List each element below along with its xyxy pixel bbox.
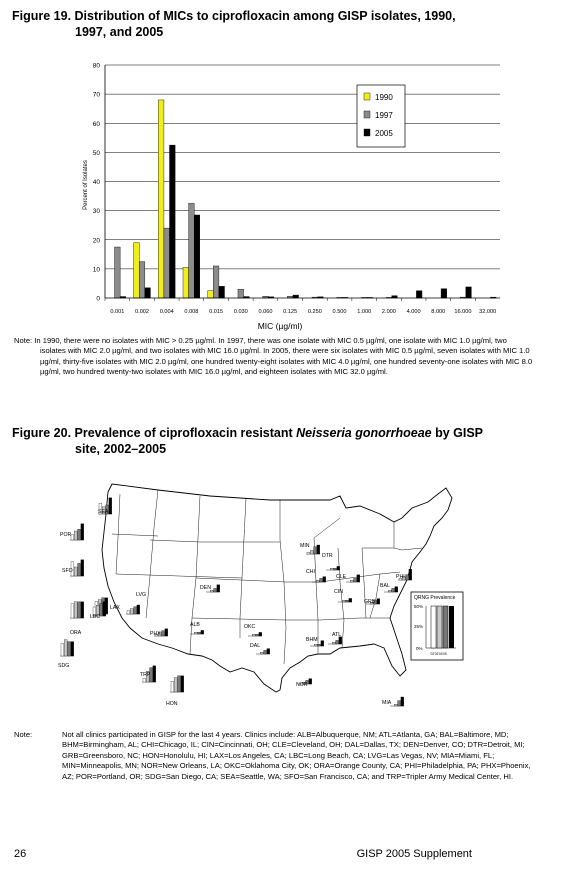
site-okc-chart <box>244 624 262 636</box>
site-label: LAX <box>110 605 120 611</box>
qrng-legend-tick-50: 50% <box>414 604 424 609</box>
site-lbc-chart <box>90 602 106 620</box>
site-bar <box>336 640 339 644</box>
site-bar <box>74 602 77 618</box>
site-bar <box>78 602 81 618</box>
site-label: MIA <box>382 700 392 706</box>
qrng-legend-bar-2002 <box>431 606 436 648</box>
site-bal-chart <box>380 583 398 592</box>
site-bar <box>317 545 320 554</box>
site-sea-chart <box>98 498 112 515</box>
qrng-legend-title: QRNG Prevalence <box>414 595 456 601</box>
y-tick-label: 20 <box>92 237 100 245</box>
legend-swatch-1997 <box>364 111 370 118</box>
mic-distribution-chart <box>60 55 510 333</box>
bar-2005-0.002 <box>145 288 151 298</box>
site-bar <box>181 676 184 692</box>
qrng-legend <box>411 592 463 660</box>
bar-2005-0.015 <box>219 286 225 298</box>
bar-2005-0.004 <box>170 145 176 298</box>
x-tick-label: 0.004 <box>159 309 174 315</box>
site-bar <box>81 524 84 540</box>
bar-1997-0.002 <box>139 262 145 298</box>
site-label: PHI <box>396 574 405 580</box>
site-label: OKC <box>244 624 256 630</box>
site-label: SEA <box>98 509 109 515</box>
site-bar <box>103 602 106 616</box>
legend-label-1997: 1997 <box>375 111 393 120</box>
qrng-legend-bar-2003 <box>437 606 442 648</box>
site-den-chart <box>200 585 220 592</box>
bar-1997-0.008 <box>189 203 195 298</box>
qrng-legend-bar-2004 <box>443 606 448 648</box>
legend-swatch-2005 <box>364 129 370 136</box>
site-ora-chart <box>70 602 84 636</box>
site-cle-chart <box>336 574 360 582</box>
site-bar <box>307 552 310 554</box>
x-tick-label: 4.000 <box>406 309 421 315</box>
site-bar <box>130 609 133 614</box>
x-tick-label: 0.060 <box>258 309 273 315</box>
qrng-legend-bar-2005 <box>449 606 454 648</box>
x-tick-label: 16.000 <box>454 309 472 315</box>
site-bar <box>256 634 259 636</box>
site-label: LVG <box>136 592 146 598</box>
figure-19-title <box>12 8 532 40</box>
document-title: GISP 2005 Supplement <box>356 848 472 860</box>
gisp-site-map <box>50 478 510 726</box>
site-hon-chart <box>166 676 184 707</box>
figure-19-note <box>14 336 534 378</box>
site-bar <box>314 547 317 554</box>
site-label: TRP <box>140 672 151 678</box>
site-label: SDG <box>58 663 70 669</box>
x-tick-label: 1.000 <box>357 309 372 315</box>
site-bar <box>346 600 349 602</box>
site-bar <box>178 676 181 692</box>
bar-1990-0.002 <box>134 243 140 298</box>
qrng-legend-years: '02'03'04'05 <box>430 652 447 656</box>
y-tick-label: 0 <box>96 295 100 303</box>
site-bar <box>409 569 412 580</box>
chart-x-tick-labels <box>105 298 496 315</box>
site-bar <box>217 585 220 592</box>
qrng-legend-tick-0: 0% <box>416 646 423 651</box>
figure-20-title-line1-pre: Figure 20. Prevalence of ciprofloxacin resistant <box>12 426 297 440</box>
site-bar <box>68 642 71 656</box>
site-bar <box>74 567 77 576</box>
site-bar <box>354 578 357 582</box>
site-bar <box>267 649 270 654</box>
site-label: POR <box>60 532 72 538</box>
site-bar <box>127 610 130 614</box>
x-tick-label: 2.000 <box>381 309 396 315</box>
site-trp-chart <box>140 666 156 682</box>
site-label: NOR <box>296 682 308 688</box>
state-borders <box>112 490 422 664</box>
site-bar <box>78 529 81 540</box>
site-bar <box>349 598 352 602</box>
site-bar <box>109 498 112 514</box>
figure-20-note <box>14 730 534 782</box>
qrng-legend-tick-25: 25% <box>414 624 424 629</box>
site-label: CLE <box>336 574 347 580</box>
y-tick-label: 60 <box>92 120 100 128</box>
site-bar <box>337 566 340 570</box>
site-bar <box>332 642 335 644</box>
bar-1997-0.015 <box>213 266 219 298</box>
site-bar <box>74 531 77 540</box>
site-bar <box>330 568 333 570</box>
y-tick-label: 30 <box>92 208 100 216</box>
x-tick-label: 0.002 <box>135 309 150 315</box>
site-bar <box>162 631 165 636</box>
figure-20-title-line2: site, 2002–2005 <box>75 442 167 456</box>
site-bar <box>71 535 74 540</box>
x-tick-label: 0.030 <box>233 309 248 315</box>
site-bar <box>398 701 401 706</box>
site-bar <box>388 590 391 592</box>
x-tick-label: 0.125 <box>283 309 298 315</box>
figure-19-title-line1: Figure 19. Distribution of MICs to ciprofloxacin among GISP isolates, 1990, <box>12 9 456 23</box>
map-sites <box>58 498 412 707</box>
bar-2005-16.000 <box>466 287 472 298</box>
chart-legend <box>357 85 405 147</box>
site-label: DEN <box>200 585 211 591</box>
site-bar <box>78 563 81 576</box>
site-bar <box>174 678 177 692</box>
site-bar <box>314 644 317 646</box>
site-bar <box>64 640 67 656</box>
y-tick-label: 80 <box>92 62 100 70</box>
site-bar <box>392 588 395 592</box>
site-label: LBC <box>90 614 101 620</box>
figure-20-title-organism: Neisseria gonorrhoeae <box>296 426 432 440</box>
site-bar <box>143 678 146 682</box>
site-bar <box>334 568 337 570</box>
site-label: PHX <box>150 631 161 637</box>
legend-label-2005: 2005 <box>375 129 393 138</box>
figure-19-note-label: Note: <box>14 336 33 345</box>
figure-19-title-line2: 1997, and 2005 <box>75 25 164 39</box>
site-sdg-chart <box>58 640 74 669</box>
bar-1990-0.015 <box>208 291 214 298</box>
site-bar <box>71 642 74 656</box>
site-bar <box>316 580 319 582</box>
bar-1990-0.004 <box>158 100 164 298</box>
x-tick-label: 8.000 <box>431 309 446 315</box>
site-label: GRB <box>364 599 376 605</box>
site-bar <box>81 602 84 618</box>
bar-2005-4.000 <box>416 291 422 298</box>
site-por-chart <box>60 524 84 540</box>
figure-20-note-label: Note: <box>14 730 33 739</box>
site-bar <box>342 600 345 602</box>
site-label: CHI <box>306 569 315 575</box>
site-cin-chart <box>334 589 352 602</box>
site-lvg-chart <box>126 592 146 614</box>
site-sfo-chart <box>62 560 84 576</box>
site-bar <box>394 704 397 706</box>
site-mia-chart <box>382 697 404 706</box>
x-tick-label: 32.000 <box>479 309 497 315</box>
site-bar <box>264 650 267 654</box>
site-bhm-chart <box>306 637 324 646</box>
site-bar <box>165 629 168 636</box>
site-label: CIN <box>334 589 343 595</box>
figure-20-note-text: Not all clinics participated in GISP for the last 4 years. Clinics include: ALB=Albuquerque, NM; ATL=Atlanta, GA; BAL=Baltimore, MD; BHM=Birmingham, AL; CHI=Chicago, IL; CIN=Cincinnati, OH; CLE=Cleveland, OH; DAL=Dallas, TX; DEN=Denver, CO; DTR=Detroit, MI; GRB=Greensboro, NC; HON=Honolulu, HI; LAX=Los Angeles, CA; LBC=Long Beach, CA; LVG=Las Vegas, NV; MIA=Miami, FL; MIN=Minneapolis, MN; NOR=New Orleans, LA; OKC=Oklahoma City, OK; ORA=Orange County, CA; PHI=Philadelphia, PA; PHX=Phoenix, AZ; POR=Portland, OR; SDG=San Diego, CA; SEA=Seattle, WA; SFO=San Francisco, CA; and TRP=Tripler Army Medical Center, HI. <box>62 730 531 781</box>
bar-1990-0.008 <box>183 267 189 298</box>
figure-20-title <box>12 425 532 457</box>
chart-bars <box>115 100 497 298</box>
site-bar <box>350 580 353 582</box>
site-label: DAL <box>250 643 261 649</box>
y-tick-label: 50 <box>92 149 100 157</box>
y-tick-label: 40 <box>92 179 100 186</box>
legend-label-1990: 1990 <box>375 93 393 102</box>
site-bar <box>318 644 321 646</box>
site-bar <box>406 575 409 580</box>
x-tick-label: 0.015 <box>209 309 224 315</box>
figure-20-title-line1-post: by GISP <box>431 426 484 440</box>
site-label: BHM <box>306 637 318 643</box>
page-number: 26 <box>14 848 27 860</box>
y-tick-label: 10 <box>92 266 100 274</box>
site-bar <box>201 630 204 634</box>
site-bar <box>377 599 380 604</box>
site-label: BAL <box>380 583 390 589</box>
site-bar <box>260 652 263 654</box>
chart-x-axis-label: MIC (µg/ml) <box>257 321 303 331</box>
site-label: DTR <box>322 553 333 559</box>
x-tick-label: 0.500 <box>332 309 347 315</box>
site-dal-chart <box>250 643 270 654</box>
site-bar <box>153 666 156 682</box>
site-label: ALB <box>190 622 200 628</box>
bar-2005-0.008 <box>194 215 200 298</box>
site-bar <box>194 632 197 634</box>
x-tick-label: 0.001 <box>110 309 125 315</box>
site-bar <box>321 641 324 646</box>
site-bar <box>323 577 326 582</box>
x-tick-label: 0.250 <box>307 309 322 315</box>
site-nor-chart <box>296 679 312 688</box>
site-bar <box>198 632 201 634</box>
x-tick-label: 0.008 <box>184 309 199 315</box>
site-bar <box>61 643 64 656</box>
site-atl-chart <box>328 632 342 644</box>
legend-swatch-1990 <box>364 93 370 100</box>
site-phi-chart <box>396 569 412 580</box>
site-bar <box>171 681 174 692</box>
figure-19-note-text: In 1990, there were no isolates with MIC > 0.25 µg/ml. In 1997, there was one isolate with MIC 0.5 µg/ml, one isolate with MIC 1.0 µg/ml, two isolates with MIC 2.0 µg/ml, and two isolates with MIC 16.0 µg/ml. In 2005, there were six isolates with MIC 0.5 µg/ml, seven isolates with MIC 1.0 µg/ml, thirty-five isolates with MIC 2.0 µg/ml, one hundred twenty-eight isolates with MIC 4.0 µg/ml, one hundred seventy-one isolates with MIC 8.0 µg/ml, two hundred twenty-two isolates with MIC 16.0 µg/ml, and eighteen isolates with MIC 32.0 µg/ml. <box>34 336 533 377</box>
site-grb-chart <box>364 599 380 605</box>
site-bar <box>81 560 84 576</box>
site-bar <box>357 575 360 582</box>
site-label: MIN <box>300 543 310 549</box>
bar-1997-0.030 <box>238 289 244 298</box>
site-bar <box>310 550 313 554</box>
chart-y-tick-labels <box>93 63 101 303</box>
bar-2005-8.000 <box>441 289 447 298</box>
site-label: ORA <box>70 630 82 636</box>
site-bar <box>252 634 255 636</box>
site-bar <box>259 632 262 636</box>
site-bar <box>134 607 137 614</box>
site-label: ATL <box>332 632 342 638</box>
site-alb-chart <box>190 622 204 634</box>
site-phx-chart <box>150 629 168 637</box>
site-bar <box>137 605 140 614</box>
chart-y-axis-label: Percent of Isolates <box>83 160 89 210</box>
site-dtr-chart <box>322 553 340 570</box>
site-bar <box>309 679 312 684</box>
site-bar <box>71 604 74 618</box>
site-min-chart <box>300 543 320 554</box>
y-tick-label: 70 <box>92 91 100 99</box>
us-map-outline <box>102 484 452 692</box>
site-bar <box>401 697 404 706</box>
bar-1997-0.001 <box>115 247 121 298</box>
site-bar <box>214 588 217 592</box>
site-label: SFO <box>62 568 73 574</box>
site-label: HON <box>166 701 178 707</box>
bar-2005-0.125 <box>293 295 299 298</box>
bar-1997-0.004 <box>164 228 170 298</box>
site-bar <box>320 578 323 582</box>
site-bar <box>395 587 398 592</box>
